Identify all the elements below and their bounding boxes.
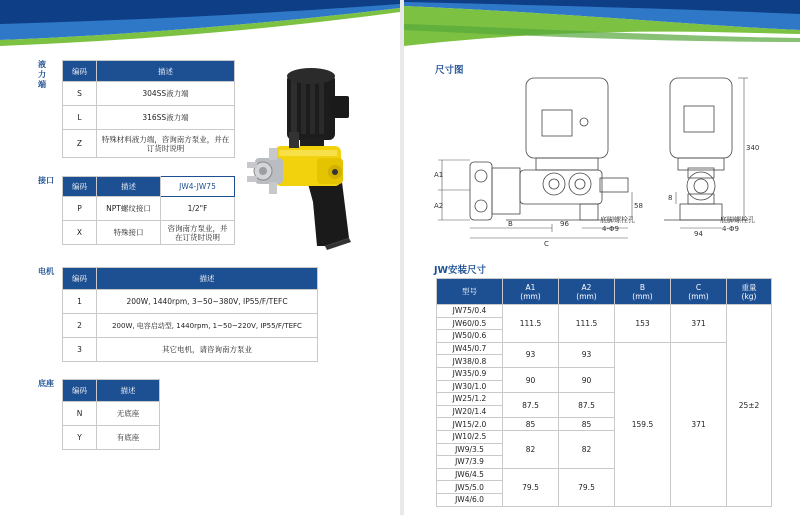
jw-header-a1: A1 (mm) <box>503 279 559 305</box>
jw-model: JW15/2.0 <box>437 418 503 431</box>
right-page <box>404 0 800 515</box>
jw-a2: 90 <box>559 367 615 392</box>
foot-hole-spec-side: 4-Φ9 <box>722 225 739 233</box>
jw-model: JW6/4.5 <box>437 468 503 481</box>
jw-header-c: C (mm) <box>671 279 727 305</box>
jw-model: JW38/0.8 <box>437 355 503 368</box>
table-row <box>63 338 318 362</box>
dim-340: 340 <box>746 144 760 152</box>
foot-hole-spec-front: 4-Φ9 <box>602 225 619 233</box>
table-row <box>63 221 235 245</box>
t2-header-code: 编码 <box>63 177 97 197</box>
dim-94: 94 <box>694 230 703 238</box>
jw-a2: 85 <box>559 418 615 431</box>
jw-model: JW5/5.0 <box>437 481 503 494</box>
connection-table <box>62 176 235 245</box>
t4-header-desc: 描述 <box>97 380 160 402</box>
jw-weight: 25±2 <box>727 305 772 507</box>
t2-r2-val: 咨询南方泵业，并在订货时说明 <box>161 221 235 245</box>
jw-model: JW20/1.4 <box>437 405 503 418</box>
t1-header-code: 编码 <box>63 61 97 82</box>
jw-header-model: 型号 <box>437 279 503 305</box>
jw-model: JW9/3.5 <box>437 443 503 456</box>
fluid-end-table <box>62 60 235 158</box>
jw-c: 371 <box>671 342 727 506</box>
table-row <box>63 314 318 338</box>
foot-hole-label-front: 底脚螺栓孔 <box>600 216 635 224</box>
dim-8: 8 <box>668 194 673 202</box>
jw-a2: 111.5 <box>559 305 615 343</box>
t2-side-label: 接口 <box>38 176 54 185</box>
table-row <box>63 426 160 450</box>
jw-a2: 79.5 <box>559 468 615 506</box>
t2-r1-code: P <box>63 197 97 221</box>
jw-header-a2: A2 (mm) <box>559 279 615 305</box>
t4-side-label: 底座 <box>38 379 54 388</box>
header-banner <box>404 0 800 48</box>
foot-hole-label-side: 底脚螺栓孔 <box>720 216 755 224</box>
jw-model: JW35/0.9 <box>437 367 503 380</box>
jw-header-weight: 重量 (kg) <box>727 279 772 305</box>
jw-b: 159.5 <box>615 342 671 506</box>
jw-a2: 82 <box>559 430 615 468</box>
dim-b: B <box>508 220 513 228</box>
jw-a2: 93 <box>559 342 615 367</box>
dim-96: 96 <box>560 220 569 228</box>
motor-table <box>62 267 318 362</box>
t2-r2-desc: 特殊接口 <box>97 221 161 245</box>
pump-photo <box>245 62 370 250</box>
t3-r1-code: 1 <box>63 290 97 314</box>
t1-r3-code: Z <box>63 130 97 158</box>
dim-58: 58 <box>634 202 643 210</box>
jw-model: JW30/1.0 <box>437 380 503 393</box>
t2-header-model: JW4-JW75 <box>161 177 235 197</box>
t1-r2-code: L <box>63 106 97 130</box>
t2-r1-desc: NPT螺纹接口 <box>97 197 161 221</box>
t4-r2-desc: 有底座 <box>97 426 160 450</box>
jw-a1: 111.5 <box>503 305 559 343</box>
t1-side-label: 液力端 <box>38 60 46 89</box>
table-row <box>63 197 235 221</box>
t3-side-label: 电机 <box>38 267 54 276</box>
t2-r1-val: 1/2"F <box>161 197 235 221</box>
dim-a2: A2 <box>434 202 444 210</box>
table-row <box>63 82 235 106</box>
jw-a1: 82 <box>503 430 559 468</box>
table-row <box>63 402 160 426</box>
jw-model: JW75/0.4 <box>437 305 503 318</box>
dim-a1: A1 <box>434 171 444 179</box>
t1-header-desc: 描述 <box>97 61 235 82</box>
jw-b: 153 <box>615 305 671 343</box>
jw-model: JW25/1.2 <box>437 393 503 406</box>
jw-a2: 87.5 <box>559 393 615 418</box>
dimension-drawing <box>432 72 778 248</box>
t3-header-code: 编码 <box>63 268 97 290</box>
table-row <box>63 106 235 130</box>
t3-r3-desc: 其它电机，请咨询南方泵业 <box>97 338 318 362</box>
jw-install-title: JW安装尺寸 <box>434 265 487 276</box>
jw-a1: 85 <box>503 418 559 431</box>
t4-r1-desc: 无底座 <box>97 402 160 426</box>
t3-r2-code: 2 <box>63 314 97 338</box>
table-row <box>63 290 318 314</box>
jw-model: JW4/6.0 <box>437 493 503 506</box>
t1-r3-desc: 特殊材料液力端，咨询南方泵业，并在订货时说明 <box>97 130 235 158</box>
t4-r2-code: Y <box>63 426 97 450</box>
t3-r2-desc: 200W, 电容启动型, 1440rpm, 1~50~220V, IP55/F/TEFC <box>97 314 318 338</box>
t4-r1-code: N <box>63 402 97 426</box>
jw-a1: 90 <box>503 367 559 392</box>
header-banner <box>0 0 400 48</box>
jw-model: JW50/0.6 <box>437 330 503 343</box>
jw-install-table <box>436 278 772 507</box>
t4-header-code: 编码 <box>63 380 97 402</box>
jw-model: JW7/3.9 <box>437 456 503 469</box>
jw-model: JW45/0.7 <box>437 342 503 355</box>
jw-a1: 87.5 <box>503 393 559 418</box>
jw-model: JW60/0.5 <box>437 317 503 330</box>
jw-c: 371 <box>671 305 727 343</box>
t1-r1-code: S <box>63 82 97 106</box>
dimension-drawing-title: 尺寸图 <box>435 65 464 76</box>
dim-c: C <box>544 240 549 248</box>
t2-r2-code: X <box>63 221 97 245</box>
t1-r1-desc: 304SS液力端 <box>97 82 235 106</box>
jw-a1: 93 <box>503 342 559 367</box>
t1-r2-desc: 316SS液力端 <box>97 106 235 130</box>
t2-header-desc: 描述 <box>97 177 161 197</box>
t3-r1-desc: 200W, 1440rpm, 3~50~380V, IP55/F/TEFC <box>97 290 318 314</box>
jw-model: JW10/2.5 <box>437 430 503 443</box>
t3-header-desc: 描述 <box>97 268 318 290</box>
jw-a1: 79.5 <box>503 468 559 506</box>
base-table <box>62 379 160 450</box>
table-row <box>63 130 235 158</box>
jw-header-b: B (mm) <box>615 279 671 305</box>
t3-r3-code: 3 <box>63 338 97 362</box>
